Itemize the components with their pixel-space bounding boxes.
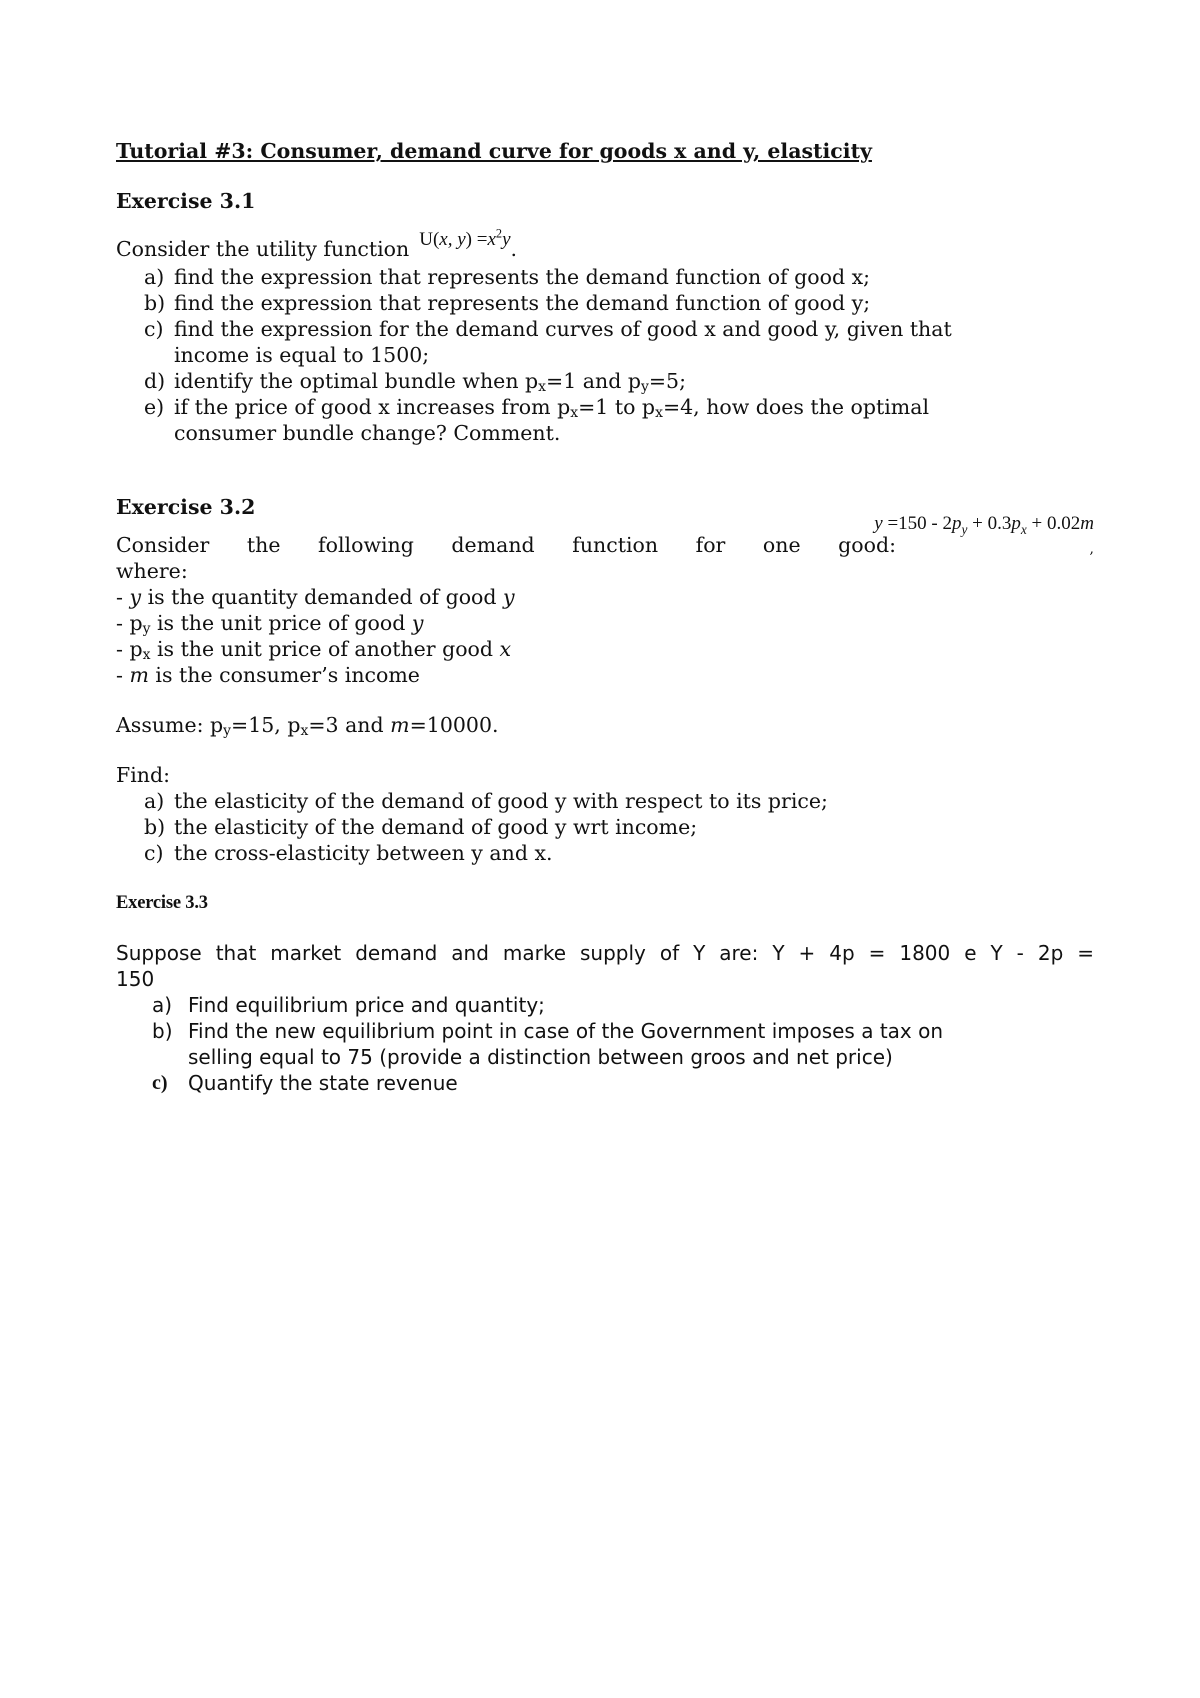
list-item: b) find the expression that represents the demand function of good y; xyxy=(144,291,871,315)
exercise-3-3-heading: Exercise 3.3 xyxy=(116,893,208,913)
exercise-3-3-body xyxy=(116,940,1094,1096)
demand-function-formula: $y =150 - 2p_y + 0.3p_x + 0.02m$ xyxy=(874,513,1094,537)
page-title: Tutorial #3: Consumer, demand curve for goods x and y, elasticity xyxy=(116,139,872,163)
document-content xyxy=(116,138,1094,1096)
definition-line: - m is the consumer’s income xyxy=(116,663,420,687)
list-item: a) the elasticity of the demand of good y with respect to its price; xyxy=(144,789,828,813)
list-item: c) the cross-elasticity between y and x. xyxy=(144,841,553,865)
formula-comma: , xyxy=(1089,541,1094,557)
list-item: b) Find the new equilibrium point in case of the Government imposes a tax on xyxy=(152,1019,944,1043)
find-label: Find: xyxy=(116,763,171,787)
list-item-continuation: income is equal to 1500; xyxy=(174,343,430,367)
list-item: e) if the price of good x increases from $p_x=1$ to $p_x=4$, how does the optimal xyxy=(144,395,929,421)
assumptions-line: Assume: $p_y=15$, $p_x=3$ and m=10000. xyxy=(116,713,499,739)
definition-line: - $p_y$ is the unit price of good y xyxy=(116,611,424,637)
exercise-3-2-intro: Consider the following demand function for one good: xyxy=(116,533,896,557)
list-item: a) Find equilibrium price and quantity; xyxy=(152,993,545,1017)
exercise-3-1-heading: Exercise 3.1 xyxy=(116,189,256,213)
definition-line: - y is the quantity demanded of good y xyxy=(116,585,515,609)
list-item-continuation: selling equal to 75 (provide a distinction between groos and net price) xyxy=(188,1045,893,1069)
exercise-3-1-questions xyxy=(116,264,1094,446)
exercise-3-1-intro: Consider the utility function U(x, $y) =x^2y$. xyxy=(116,226,518,261)
exercise-3-2-questions xyxy=(116,788,1094,866)
list-item-continuation: consumer bundle change? Comment. xyxy=(174,421,561,445)
exercise-3-3-intro: Suppose that market demand and marke supply of Y are: Y + 4p = 1800 e Y - 2p = xyxy=(116,941,1094,965)
list-item: d) identify the optimal bundle when $p_x=1$ and $p_y=5$; xyxy=(144,369,686,395)
list-item: b) the elasticity of the demand of good y wrt income; xyxy=(144,815,698,839)
list-item: c) Quantify the state revenue xyxy=(152,1071,458,1095)
exercise-3-3-questions xyxy=(116,992,1094,1096)
utility-function-formula: U(x, $y) =x^2y$ xyxy=(419,226,511,250)
exercise-3-3-intro-continuation: 150 xyxy=(116,967,155,991)
where-label: where: xyxy=(116,559,188,583)
list-item: a) find the expression that represents the demand function of good x; xyxy=(144,265,871,289)
definition-line: - $p_x$ is the unit price of another good x xyxy=(116,637,512,663)
list-item: c) find the expression for the demand curves of good x and good y, given that xyxy=(144,317,952,341)
exercise-3-2-heading: Exercise 3.2 xyxy=(116,495,256,519)
